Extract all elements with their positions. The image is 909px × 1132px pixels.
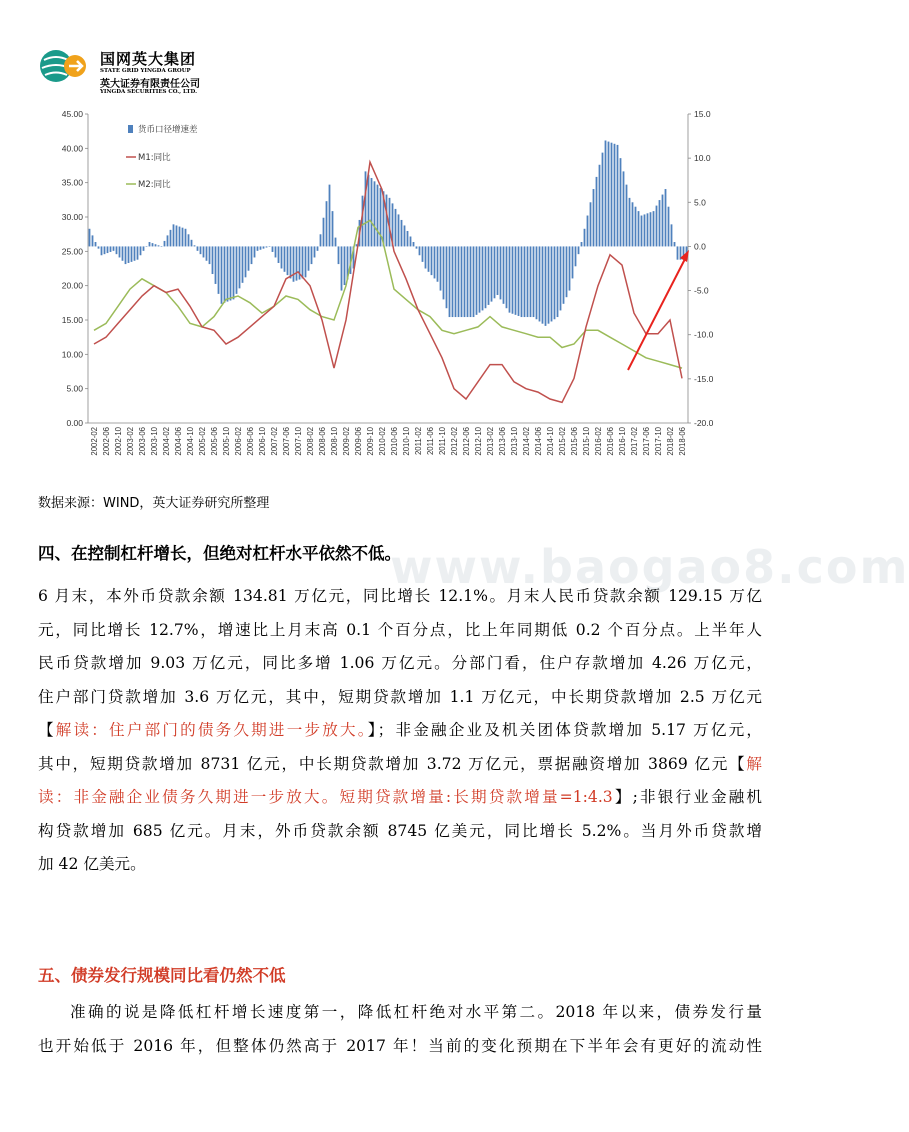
x-tick-label: 2014-02 (522, 427, 531, 456)
spread-bar (428, 246, 430, 271)
x-tick-label: 2003-02 (126, 427, 135, 456)
x-tick-label: 2009-10 (366, 427, 375, 456)
x-tick-label: 2006-02 (234, 427, 243, 456)
spread-bar (332, 211, 334, 246)
spread-bar (464, 246, 466, 317)
spread-bar (248, 246, 250, 270)
interpretation-text: 解 (746, 754, 762, 773)
spread-bar (335, 238, 337, 247)
spread-bar (317, 246, 319, 250)
spread-bar (440, 246, 442, 290)
spread-bar (509, 246, 511, 312)
spread-bar (290, 246, 292, 278)
body-text: 】；非金融企业及机关团体贷款增加 5.17 万亿元， (367, 721, 762, 739)
x-tick-label: 2010-06 (390, 427, 399, 456)
spread-bar (494, 246, 496, 298)
body-text: 】;非银行业金融机 (612, 788, 763, 806)
x-tick-label: 2006-10 (258, 427, 267, 456)
spread-bar (470, 246, 472, 317)
spread-bar (92, 235, 94, 246)
spread-bar (173, 224, 175, 246)
spread-bar (188, 234, 190, 246)
interpretation-text: 读：非金融企业债务久期进一步放大。短期贷款增量:长期贷款增量=1:4.3 (38, 788, 613, 806)
spread-bar (602, 153, 604, 247)
spread-bar (479, 246, 481, 312)
spread-bar (581, 242, 583, 246)
spread-bar (467, 246, 469, 317)
spread-bar (659, 200, 661, 246)
spread-bar (446, 246, 448, 308)
x-tick-label: 2011-06 (426, 427, 435, 456)
spread-bar (128, 246, 130, 263)
legend-label-spread: 货币口径增速差 (138, 125, 198, 135)
spread-bar (539, 246, 541, 321)
x-tick-label: 2012-10 (474, 427, 483, 456)
spread-bar (182, 228, 184, 247)
spread-bar (629, 198, 631, 247)
company-name-en: STATE GRID YINGDA GROUP (100, 68, 191, 74)
spread-bar (281, 246, 283, 268)
spread-bar (431, 246, 433, 275)
spread-bar (641, 216, 643, 247)
spread-bar (563, 246, 565, 303)
x-tick-label: 2013-06 (498, 427, 507, 456)
spread-bar (497, 246, 499, 295)
spread-bar (455, 246, 457, 317)
x-tick-label: 2018-06 (678, 427, 687, 456)
spread-bar (407, 231, 409, 246)
x-tick-label: 2012-02 (450, 427, 459, 456)
spread-bar (413, 242, 415, 246)
spread-bar (263, 246, 265, 248)
x-tick-label: 2013-10 (510, 427, 519, 456)
spread-bar (623, 171, 625, 246)
right-tick-label: 10.0 (694, 153, 711, 164)
left-tick-label: 30.00 (61, 212, 83, 222)
spread-bar (368, 175, 370, 247)
spread-bar (593, 189, 595, 246)
x-tick-label: 2015-02 (558, 427, 567, 456)
spread-bar (542, 246, 544, 323)
spread-bar (395, 209, 397, 247)
left-tick-label: 25.00 (61, 246, 83, 257)
spread-bar (584, 229, 586, 247)
x-tick-label: 2007-06 (282, 427, 291, 456)
spread-bar (620, 158, 622, 246)
spread-bar (218, 246, 220, 293)
x-tick-label: 2002-06 (102, 427, 111, 456)
spread-bar (536, 246, 538, 319)
spread-bar (461, 246, 463, 317)
spread-bar (275, 246, 277, 257)
spread-bar (257, 246, 259, 250)
spread-bar (638, 211, 640, 246)
x-tick-label: 2011-02 (414, 427, 423, 456)
spread-bar (314, 246, 316, 257)
subsidiary-name-cn: 英大证券有限责任公司 (100, 79, 200, 90)
section-5-paragraph (38, 996, 762, 1063)
right-tick-label: -5.0 (694, 285, 709, 296)
spread-bar (104, 246, 106, 254)
spread-bar (206, 246, 208, 260)
spread-bar (311, 246, 313, 264)
spread-bar (548, 246, 550, 323)
x-tick-label: 2013-02 (486, 427, 495, 456)
spread-bar (209, 246, 211, 264)
spread-bar (425, 246, 427, 268)
spread-bar (293, 246, 295, 281)
spread-bar (254, 246, 256, 257)
spread-bar (323, 218, 325, 247)
spread-bar (278, 246, 280, 263)
paragraph-line: 准确的说是降低杠杆增长速度第一，降低杠杆绝对水平第二。2018 年以来，债券发行量 (70, 1003, 762, 1021)
legend-label-m1: M1:同比 (138, 153, 171, 163)
spread-bar (575, 246, 577, 266)
paragraph-line (38, 748, 762, 782)
body-text: 元，同比增长 12.7%，增速比上月末高 0.1 个百分点，比上年同期低 0.2 个百分点。上半年人 (38, 620, 762, 639)
body-text: 其中，短期贷款增加 8731 亿元，中长期贷款增加 3.72 万亿元，票据融资增加 3869 亿元【 (38, 754, 747, 773)
spread-bar (545, 246, 547, 325)
spread-bar (251, 246, 253, 264)
left-tick-label: 40.00 (61, 143, 83, 154)
spread-bar (650, 212, 652, 246)
spread-bar (668, 207, 670, 247)
paragraph-line (38, 848, 762, 882)
spread-bar (239, 246, 241, 288)
body-text: 【 (38, 721, 56, 739)
x-tick-label: 2018-02 (666, 427, 675, 456)
x-tick-label: 2010-02 (378, 427, 387, 456)
spread-bar (557, 246, 559, 317)
section-4-paragraph (38, 580, 762, 882)
spread-bar (194, 245, 196, 246)
spread-bar (632, 202, 634, 246)
spread-bar (377, 185, 379, 247)
spread-bar (155, 244, 157, 246)
spread-bar (215, 246, 217, 284)
x-tick-label: 2015-10 (582, 427, 591, 456)
x-tick-label: 2016-10 (618, 427, 627, 456)
interpretation-text: 解读：住户部门的债务久期进一步放大。 (55, 721, 368, 739)
spread-bar (164, 241, 166, 247)
spread-bar (236, 246, 238, 293)
spread-bar (503, 246, 505, 303)
spread-bar (515, 246, 517, 314)
x-tick-label: 2015-06 (570, 427, 579, 456)
left-tick-label: 45.00 (61, 109, 83, 119)
spread-bar (101, 246, 103, 255)
spread-bar (419, 246, 421, 255)
spread-bar (179, 227, 181, 247)
spread-bar (605, 140, 607, 246)
spread-bar (599, 165, 601, 247)
x-tick-label: 2009-06 (354, 427, 363, 456)
left-tick-label: 0.00 (66, 418, 83, 428)
spread-bar (149, 242, 151, 246)
spread-bar (176, 225, 178, 246)
spread-bar (260, 246, 262, 249)
right-tick-label: -15.0 (694, 373, 714, 384)
spread-bar (269, 246, 271, 247)
spread-bar (560, 246, 562, 310)
spread-bar (185, 229, 187, 247)
spread-bar (473, 246, 475, 317)
right-tick-label: -10.0 (694, 329, 714, 340)
spread-bar (119, 246, 121, 257)
watermark: www.baogao8.com (390, 540, 909, 594)
right-tick-label: 0.0 (694, 241, 706, 252)
spread-bar (443, 246, 445, 299)
section-4-heading: 四、在控制杠杆增长，但绝对杠杆水平依然不低。 (38, 544, 401, 563)
spread-bar (398, 214, 400, 246)
spread-bar (170, 230, 172, 247)
spread-bar (671, 224, 673, 246)
spread-bar (152, 243, 154, 246)
spread-bar (626, 185, 628, 247)
spread-bar (233, 246, 235, 299)
left-tick-label: 35.00 (61, 177, 83, 188)
spread-bar (116, 246, 118, 254)
spread-bar (113, 246, 115, 250)
spread-bar (491, 246, 493, 301)
section-5-heading: 五、债券发行规模同比看仍然不低 (38, 966, 286, 985)
spread-bar (404, 225, 406, 246)
x-tick-label: 2007-10 (294, 427, 303, 456)
x-tick-label: 2002-02 (90, 427, 99, 456)
spread-bar (500, 246, 502, 299)
x-tick-label: 2005-10 (222, 427, 231, 456)
x-tick-label: 2003-06 (138, 427, 147, 456)
x-tick-label: 2017-10 (654, 427, 663, 456)
right-tick-label: 5.0 (694, 197, 706, 208)
x-tick-label: 2017-02 (630, 427, 639, 456)
spread-bar (653, 211, 655, 246)
spread-bar (125, 246, 127, 264)
spread-bar (191, 240, 193, 247)
spread-bar (329, 185, 331, 247)
x-tick-label: 2008-10 (330, 427, 339, 456)
spread-bar (143, 246, 145, 250)
spread-bar (587, 216, 589, 247)
x-tick-label: 2017-06 (642, 427, 651, 456)
x-tick-label: 2005-02 (198, 427, 207, 456)
spread-bar (320, 234, 322, 246)
paragraph-line (38, 681, 762, 715)
paragraph-line: 也开始低于 2016 年，但整体仍然高于 2017 年！当前的变化预期在下半年会有更好的流动性 (38, 1036, 762, 1055)
x-tick-label: 2007-02 (270, 427, 279, 456)
spread-bar (449, 246, 451, 317)
x-tick-label: 2004-06 (174, 427, 183, 456)
legend-label-m2: M2:同比 (138, 180, 171, 190)
paragraph-line (38, 647, 762, 681)
spread-bar (107, 246, 109, 253)
spread-bar (524, 246, 526, 317)
spread-bar (365, 171, 367, 246)
body-text: 住户部门贷款增加 3.6 万亿元，其中，短期贷款增加 1.1 万亿元，中长期贷款增加 2.5 万亿元 (38, 687, 762, 706)
spread-bar (326, 201, 328, 246)
body-text: 6 月末，本外币贷款余额 134.81 万亿元，同比增长 12.1%。月末人民币贷款余额 129.15 万亿 (38, 587, 762, 605)
x-tick-label: 2016-02 (594, 427, 603, 456)
spread-bar (296, 246, 298, 280)
body-text: 民币贷款增加 9.03 万亿元，同比多增 1.06 万亿元。分部门看，住户存款增加 4.26 万亿元， (38, 654, 762, 672)
body-text: 加 42 亿美元。 (38, 855, 146, 873)
spread-bar (416, 246, 418, 248)
spread-bar (386, 195, 388, 247)
x-tick-label: 2008-06 (318, 427, 327, 456)
spread-bar (434, 246, 436, 278)
spread-bar (674, 242, 676, 246)
spread-bar (578, 246, 580, 254)
spread-bar (338, 246, 340, 264)
spread-bar (422, 246, 424, 261)
spread-bar (230, 246, 232, 300)
x-tick-label: 2009-02 (342, 427, 351, 456)
x-tick-label: 2002-10 (114, 427, 123, 456)
spread-bar (302, 246, 304, 278)
spread-bar (197, 246, 199, 250)
spread-bar (551, 246, 553, 321)
spread-bar (518, 246, 520, 316)
spread-bar (284, 246, 286, 271)
spread-bar (458, 246, 460, 317)
spread-bar (485, 246, 487, 308)
left-tick-label: 10.00 (61, 349, 83, 360)
spread-bar (506, 246, 508, 308)
paragraph-line (38, 614, 762, 648)
spread-bar (554, 246, 556, 319)
x-tick-label: 2004-02 (162, 427, 171, 456)
spread-bar (110, 246, 112, 252)
x-tick-label: 2010-10 (402, 427, 411, 456)
spread-bar (221, 246, 223, 303)
right-tick-label: -20.0 (694, 418, 714, 428)
spread-bar (401, 220, 403, 246)
x-tick-label: 2003-10 (150, 427, 159, 456)
spread-bar (308, 246, 310, 270)
spread-bar (647, 213, 649, 246)
spread-bar (662, 195, 664, 247)
spread-bar (227, 246, 229, 301)
data-source-note: 数据来源：WIND，英大证券研究所整理 (38, 496, 270, 511)
spread-bar (677, 246, 679, 259)
x-tick-label: 2006-06 (246, 427, 255, 456)
spread-bar (203, 246, 205, 257)
spread-bar (137, 246, 139, 259)
spread-bar (590, 202, 592, 246)
body-text: 构贷款增加 685 亿元。月末，外币贷款余额 8745 亿美元，同比增长 5.2%。当月外币贷款增 (38, 821, 762, 840)
spread-bar (212, 246, 214, 274)
spread-bar (245, 246, 247, 277)
spread-bar (287, 246, 289, 275)
left-tick-label: 15.00 (61, 315, 83, 325)
paragraph-line (38, 714, 762, 748)
company-name-cn: 国网英大集团 (100, 50, 197, 68)
spread-bar (596, 177, 598, 247)
spread-bar (89, 229, 91, 247)
spread-bar (200, 246, 202, 254)
spread-bar (140, 246, 142, 255)
spread-bar (224, 246, 226, 302)
spread-bar (617, 145, 619, 247)
spread-bar (488, 246, 490, 304)
money-supply-chart (40, 100, 730, 490)
spread-bar (158, 245, 160, 246)
legend-swatch-spread (128, 125, 133, 133)
spread-bar (371, 178, 373, 246)
spread-bar (134, 246, 136, 260)
spread-bar (644, 214, 646, 246)
spread-bar (569, 246, 571, 290)
spread-bar (482, 246, 484, 310)
spread-bar (167, 235, 169, 246)
x-tick-label: 2014-06 (534, 427, 543, 456)
spread-bar (566, 246, 568, 297)
spread-bar (512, 246, 514, 313)
spread-bar (131, 246, 133, 261)
spread-bar (161, 246, 163, 247)
spread-bar (374, 181, 376, 246)
spread-bar (305, 246, 307, 277)
spread-bar (452, 246, 454, 317)
x-tick-label: 2012-06 (462, 427, 471, 456)
spread-bar (665, 189, 667, 246)
spread-bar (635, 207, 637, 247)
spread-bar (533, 246, 535, 317)
spread-bar (476, 246, 478, 314)
spread-bar (527, 246, 529, 317)
spread-bar (242, 246, 244, 282)
subsidiary-name-en: YINGDA SECURITIES CO., LTD. (100, 89, 197, 95)
spread-bar (521, 246, 523, 317)
x-tick-label: 2011-10 (438, 427, 447, 456)
paragraph-line (38, 580, 762, 614)
x-tick-label: 2016-06 (606, 427, 615, 456)
x-tick-label: 2014-10 (546, 427, 555, 456)
spread-bar (146, 246, 148, 247)
x-tick-label: 2008-02 (306, 427, 315, 456)
x-tick-label: 2005-06 (210, 427, 219, 456)
paragraph-line (38, 815, 762, 849)
spread-bar (95, 242, 97, 246)
spread-bar (572, 246, 574, 278)
spread-bar (437, 246, 439, 281)
left-tick-label: 5.00 (66, 383, 83, 394)
spread-bar (98, 246, 100, 248)
spread-bar (341, 246, 343, 290)
spread-bar (614, 144, 616, 247)
left-tick-label: 20.00 (61, 280, 83, 291)
company-logo-icon (38, 46, 94, 86)
spread-bar (410, 236, 412, 246)
spread-bar (611, 143, 613, 247)
spread-bar (272, 246, 274, 252)
spread-bar (122, 246, 124, 260)
spread-bar (530, 246, 532, 317)
spread-bar (266, 246, 268, 247)
spread-bar (656, 206, 658, 247)
right-tick-label: 15.0 (694, 109, 711, 119)
x-tick-label: 2004-10 (186, 427, 195, 456)
paragraph-line (38, 781, 762, 815)
spread-bar (344, 246, 346, 285)
spread-bar (608, 142, 610, 247)
